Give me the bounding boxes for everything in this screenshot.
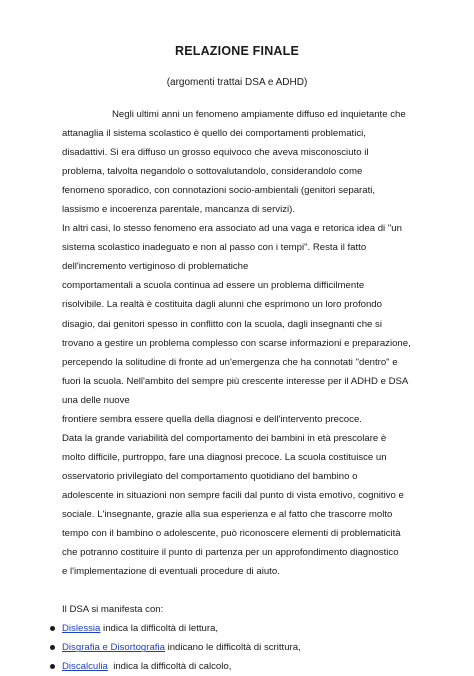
list-item: [62, 657, 432, 676]
text-line: attanaglia il sistema scolastico è quello dei comportamenti problematici,: [62, 128, 366, 140]
text-line: comportamentali a scuola continua ad essere un problema difficilmente: [62, 280, 365, 292]
paragraph-gap: [62, 581, 432, 600]
text-line: fenomeno sporadico, con connotazioni socio-ambientali (genitori separati,: [62, 185, 376, 197]
list-item-text: indica la difficoltà di lettura,: [100, 623, 219, 635]
bullet-icon: [50, 645, 55, 650]
text-line: tempo con il bambino o adolescente, può riconoscere elementi di problematicità: [62, 528, 401, 540]
dislessia-link[interactable]: Dislessia: [62, 623, 101, 635]
text-line: frontiere sembra essere quella della diagnosi e dell'intervento precoce.: [62, 413, 362, 425]
text-line: trovano a gestire un problema complesso con scarse informazioni e preparazione,: [62, 337, 411, 349]
text-line: fuori la scuola. Nell'ambito del sempre più crescente interesse per il ADHD e DSA: [62, 375, 409, 387]
text-line: sistema scolastico inadeguato e non al passo con i tempi". Resta il fatto: [62, 242, 367, 254]
text-line: e l'implementazione di eventuali procedure di aiuto.: [62, 566, 280, 578]
document-title: RELAZIONE FINALE: [174, 44, 300, 58]
text-line: risolvibile. La realtà è costituita dagli alunni che esprimono un loro profondo: [62, 299, 382, 311]
text-line: adolescente in situazioni non sempre facili dal punto di vista emotivo, cognitivo e: [62, 489, 404, 501]
list-item-text: indica la difficoltà di calcolo,: [107, 661, 232, 673]
text-line: osservatorio privilegiato del comportamento quotidiano del bambino o: [62, 470, 358, 482]
document-body: [62, 105, 432, 676]
list-intro: Il DSA si manifesta con:: [62, 604, 164, 616]
text-line: che potranno costituire il punto di partenza per un approfondimento diagnostico: [62, 547, 399, 559]
text-line: lassismo e incoerenza parentale, mancanza di servizi).: [62, 204, 296, 216]
list-item-text: indicano le difficoltà di scrittura,: [164, 642, 301, 654]
text-line: In altri casi, lo stesso fenomeno era associato ad una vaga e retorica idea di "un: [62, 223, 402, 235]
text-line: una delle nuove: [62, 394, 130, 406]
text-line: dell'incremento vertiginoso di problematiche: [62, 261, 249, 273]
list-item: [62, 638, 432, 657]
text-line: disagio, dai genitori spesso in conflitto con la scuola, dagli insegnanti che si: [62, 318, 382, 330]
document-subtitle: (argomenti trattai DSA e ADHD): [166, 77, 308, 88]
text-line: problema, talvolta negandolo o sottovalutandolo, considerandolo come: [62, 166, 363, 178]
text-line: molto difficile, purtroppo, fare una diagnosi precoce. La scuola costituisce un: [62, 451, 387, 463]
bullet-icon: [50, 664, 55, 669]
text-line: percependo la solitudine di fronte ad un'emergenza che ha connotati "dentro" e: [62, 356, 398, 368]
discalculia-link[interactable]: Discalculia: [62, 661, 108, 673]
text-line: disadattivi. Si era diffuso un grosso equivoco che aveva misconosciuto il: [62, 147, 369, 159]
list-item: [62, 619, 432, 638]
text-line: Negli ultimi anni un fenomeno ampiamente diffuso ed inquietante che: [112, 109, 406, 120]
text-line: Data la grande variabilità del comportamento dei bambini in età prescolare è: [62, 432, 387, 444]
bullet-icon: [50, 626, 55, 631]
disgrafia-link[interactable]: Disgrafia e Disortografia: [62, 642, 165, 654]
text-line: sociale. L'insegnante, grazie alla sua esperienza e al fatto che trascorre molto: [62, 508, 393, 520]
